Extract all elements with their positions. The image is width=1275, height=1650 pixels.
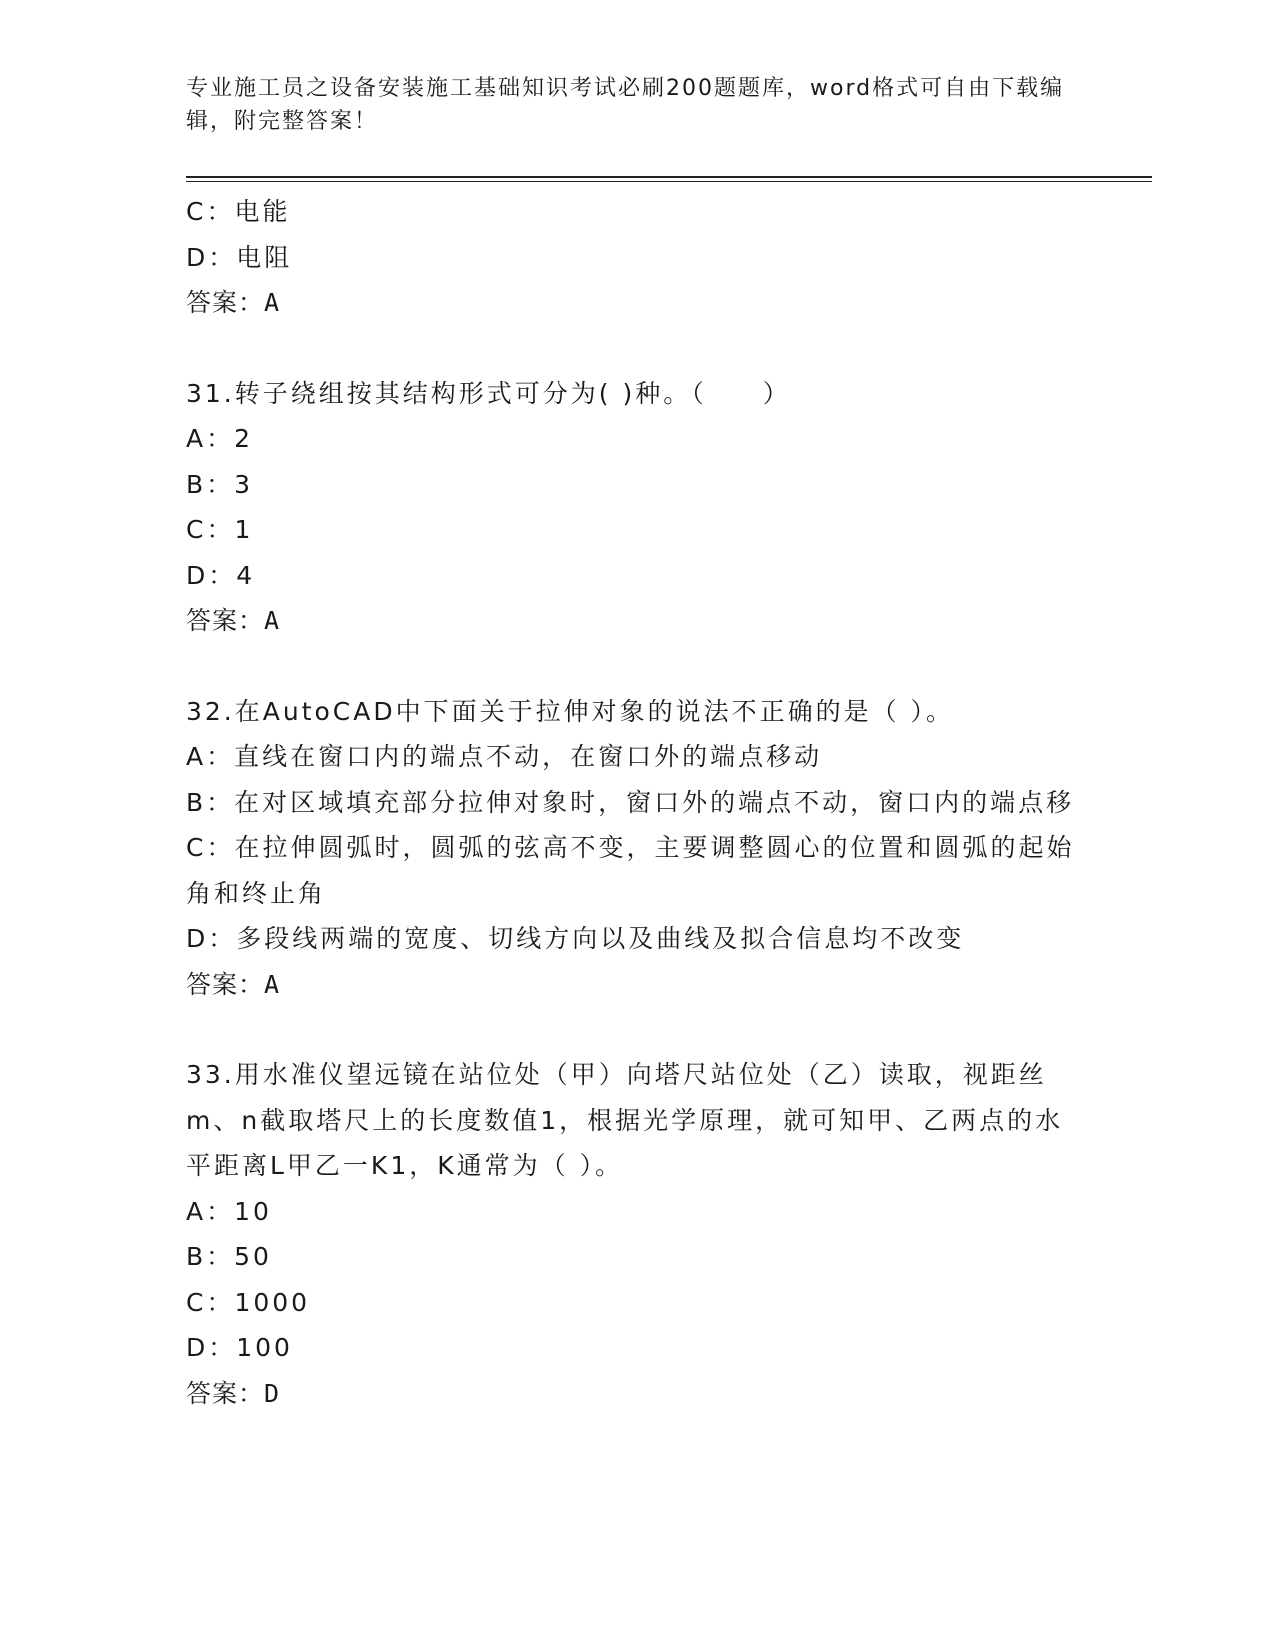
document-header: 专业施工员之设备安装施工基础知识考试必刷200题题库，word格式可自由下载编辑，附完整答案！ bbox=[186, 76, 1065, 134]
option-b: B：在对区域填充部分拉伸对象时，窗口外的端点不动，窗口内的端点移 bbox=[186, 787, 1075, 817]
question-33 bbox=[186, 1052, 1086, 1416]
question-gap bbox=[186, 326, 1086, 371]
answer: 答案：D bbox=[186, 1378, 281, 1408]
previous-question-tail bbox=[186, 189, 1086, 326]
question-32 bbox=[186, 689, 1086, 1008]
answer: 答案：A bbox=[186, 288, 281, 317]
header-divider-thick bbox=[186, 176, 1152, 178]
option-c: C：电能 bbox=[186, 197, 291, 226]
question-content bbox=[186, 189, 1086, 1416]
option-d: D：多段线两端的宽度、切线方向以及曲线及拟合信息均不改变 bbox=[186, 924, 965, 953]
header-divider-thin bbox=[186, 181, 1152, 182]
question-gap bbox=[186, 644, 1086, 689]
option-a: A：10 bbox=[186, 1196, 272, 1226]
option-d: D：100 bbox=[186, 1333, 293, 1362]
option-c: C：在拉伸圆弧时，圆弧的弦高不变，主要调整圆心的位置和圆弧的起始角和终止角 bbox=[186, 833, 1075, 908]
question-stem: 31.转子绕组按其结构形式可分为( )种。（ ） bbox=[186, 378, 791, 408]
option-d: D：4 bbox=[186, 560, 256, 590]
answer: 答案：A bbox=[186, 606, 281, 635]
question-gap bbox=[186, 1007, 1086, 1052]
option-a: A：直线在窗口内的端点不动，在窗口外的端点移动 bbox=[186, 742, 823, 771]
option-b: B：50 bbox=[186, 1242, 272, 1271]
question-stem: 32.在AutoCAD中下面关于拉伸对象的说法不正确的是（ ）。 bbox=[186, 696, 955, 726]
question-stem: 33.用水准仪望远镜在站位处（甲）向塔尺站位处（乙）读取，视距丝m、n截取塔尺上的长度数值1，根据光学原理，就可知甲、乙两点的水平距离L甲乙一K1，K通常为（ ）。 bbox=[186, 1060, 1064, 1180]
question-31 bbox=[186, 371, 1086, 644]
option-c: C：1000 bbox=[186, 1287, 311, 1317]
option-b: B：3 bbox=[186, 469, 254, 499]
answer: 答案：A bbox=[186, 969, 281, 999]
option-c: C：1 bbox=[186, 515, 254, 544]
option-d: D：电阻 bbox=[186, 242, 293, 272]
option-a: A：2 bbox=[186, 424, 254, 453]
